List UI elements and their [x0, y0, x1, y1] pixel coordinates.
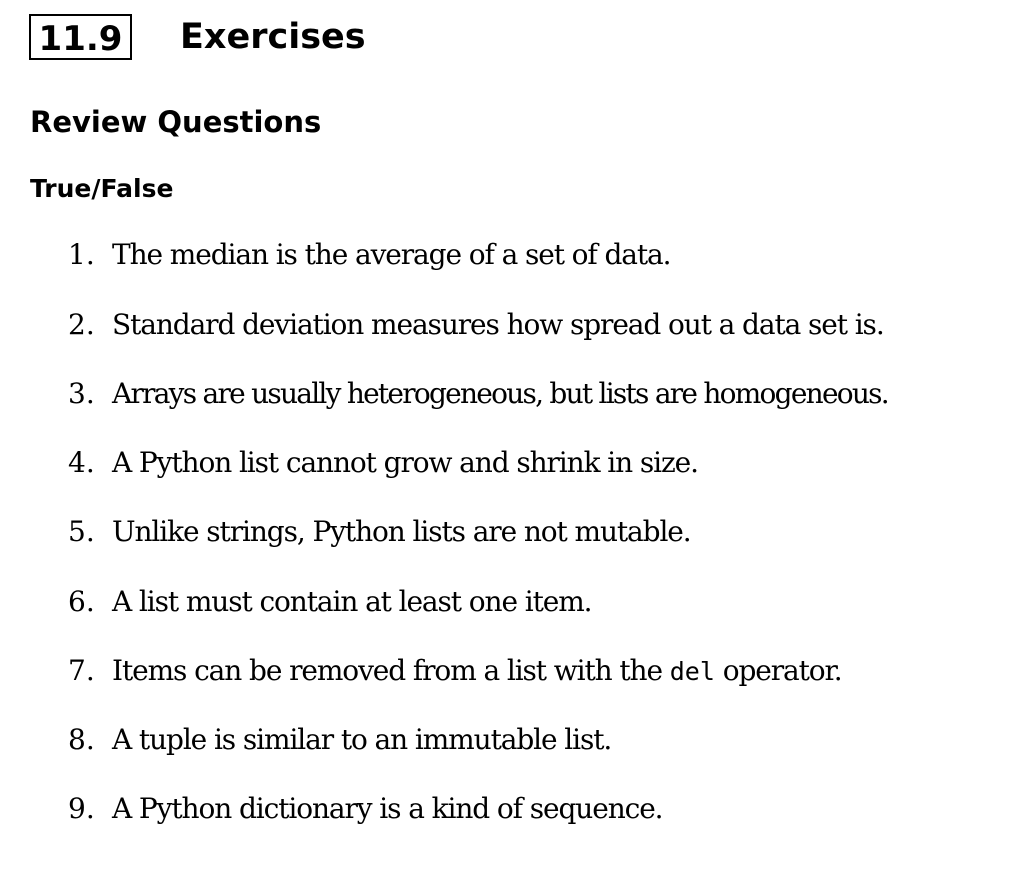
- subsection-title: Review Questions: [30, 105, 322, 139]
- subsubsection-title: True/False: [30, 174, 174, 203]
- question-text: Standard deviation measures how spread out a data set is.: [112, 308, 884, 341]
- question-number: 5.: [68, 515, 95, 548]
- question-number: 6.: [68, 585, 95, 618]
- question-number: 4.: [68, 446, 95, 479]
- section-title: Exercises: [180, 17, 366, 57]
- question-number: 3.: [68, 377, 95, 410]
- question-text: The median is the average of a set of data.: [112, 238, 671, 271]
- question-number: 8.: [68, 723, 95, 756]
- question-text: A Python dictionary is a kind of sequence.: [112, 792, 663, 825]
- question-text-after: operator.: [714, 654, 842, 687]
- question-number: 1.: [68, 238, 95, 271]
- question-text: A Python list cannot grow and shrink in size.: [112, 446, 698, 479]
- question-text: A tuple is similar to an immutable list.: [112, 723, 612, 756]
- question-text: Arrays are usually heterogeneous, but lists are homogeneous.: [112, 377, 888, 410]
- question-text: Unlike strings, Python lists are not mutable.: [112, 515, 691, 548]
- del-keyword: del: [669, 657, 715, 686]
- question-text-before: Items can be removed from a list with the: [112, 654, 670, 687]
- section-number: 11.9: [29, 14, 132, 60]
- question-number: 2.: [68, 308, 95, 341]
- question-number: 9.: [68, 792, 95, 825]
- question-text: A list must contain at least one item.: [112, 585, 592, 618]
- question-text: [112, 649, 842, 694]
- question-number: 7.: [68, 654, 95, 687]
